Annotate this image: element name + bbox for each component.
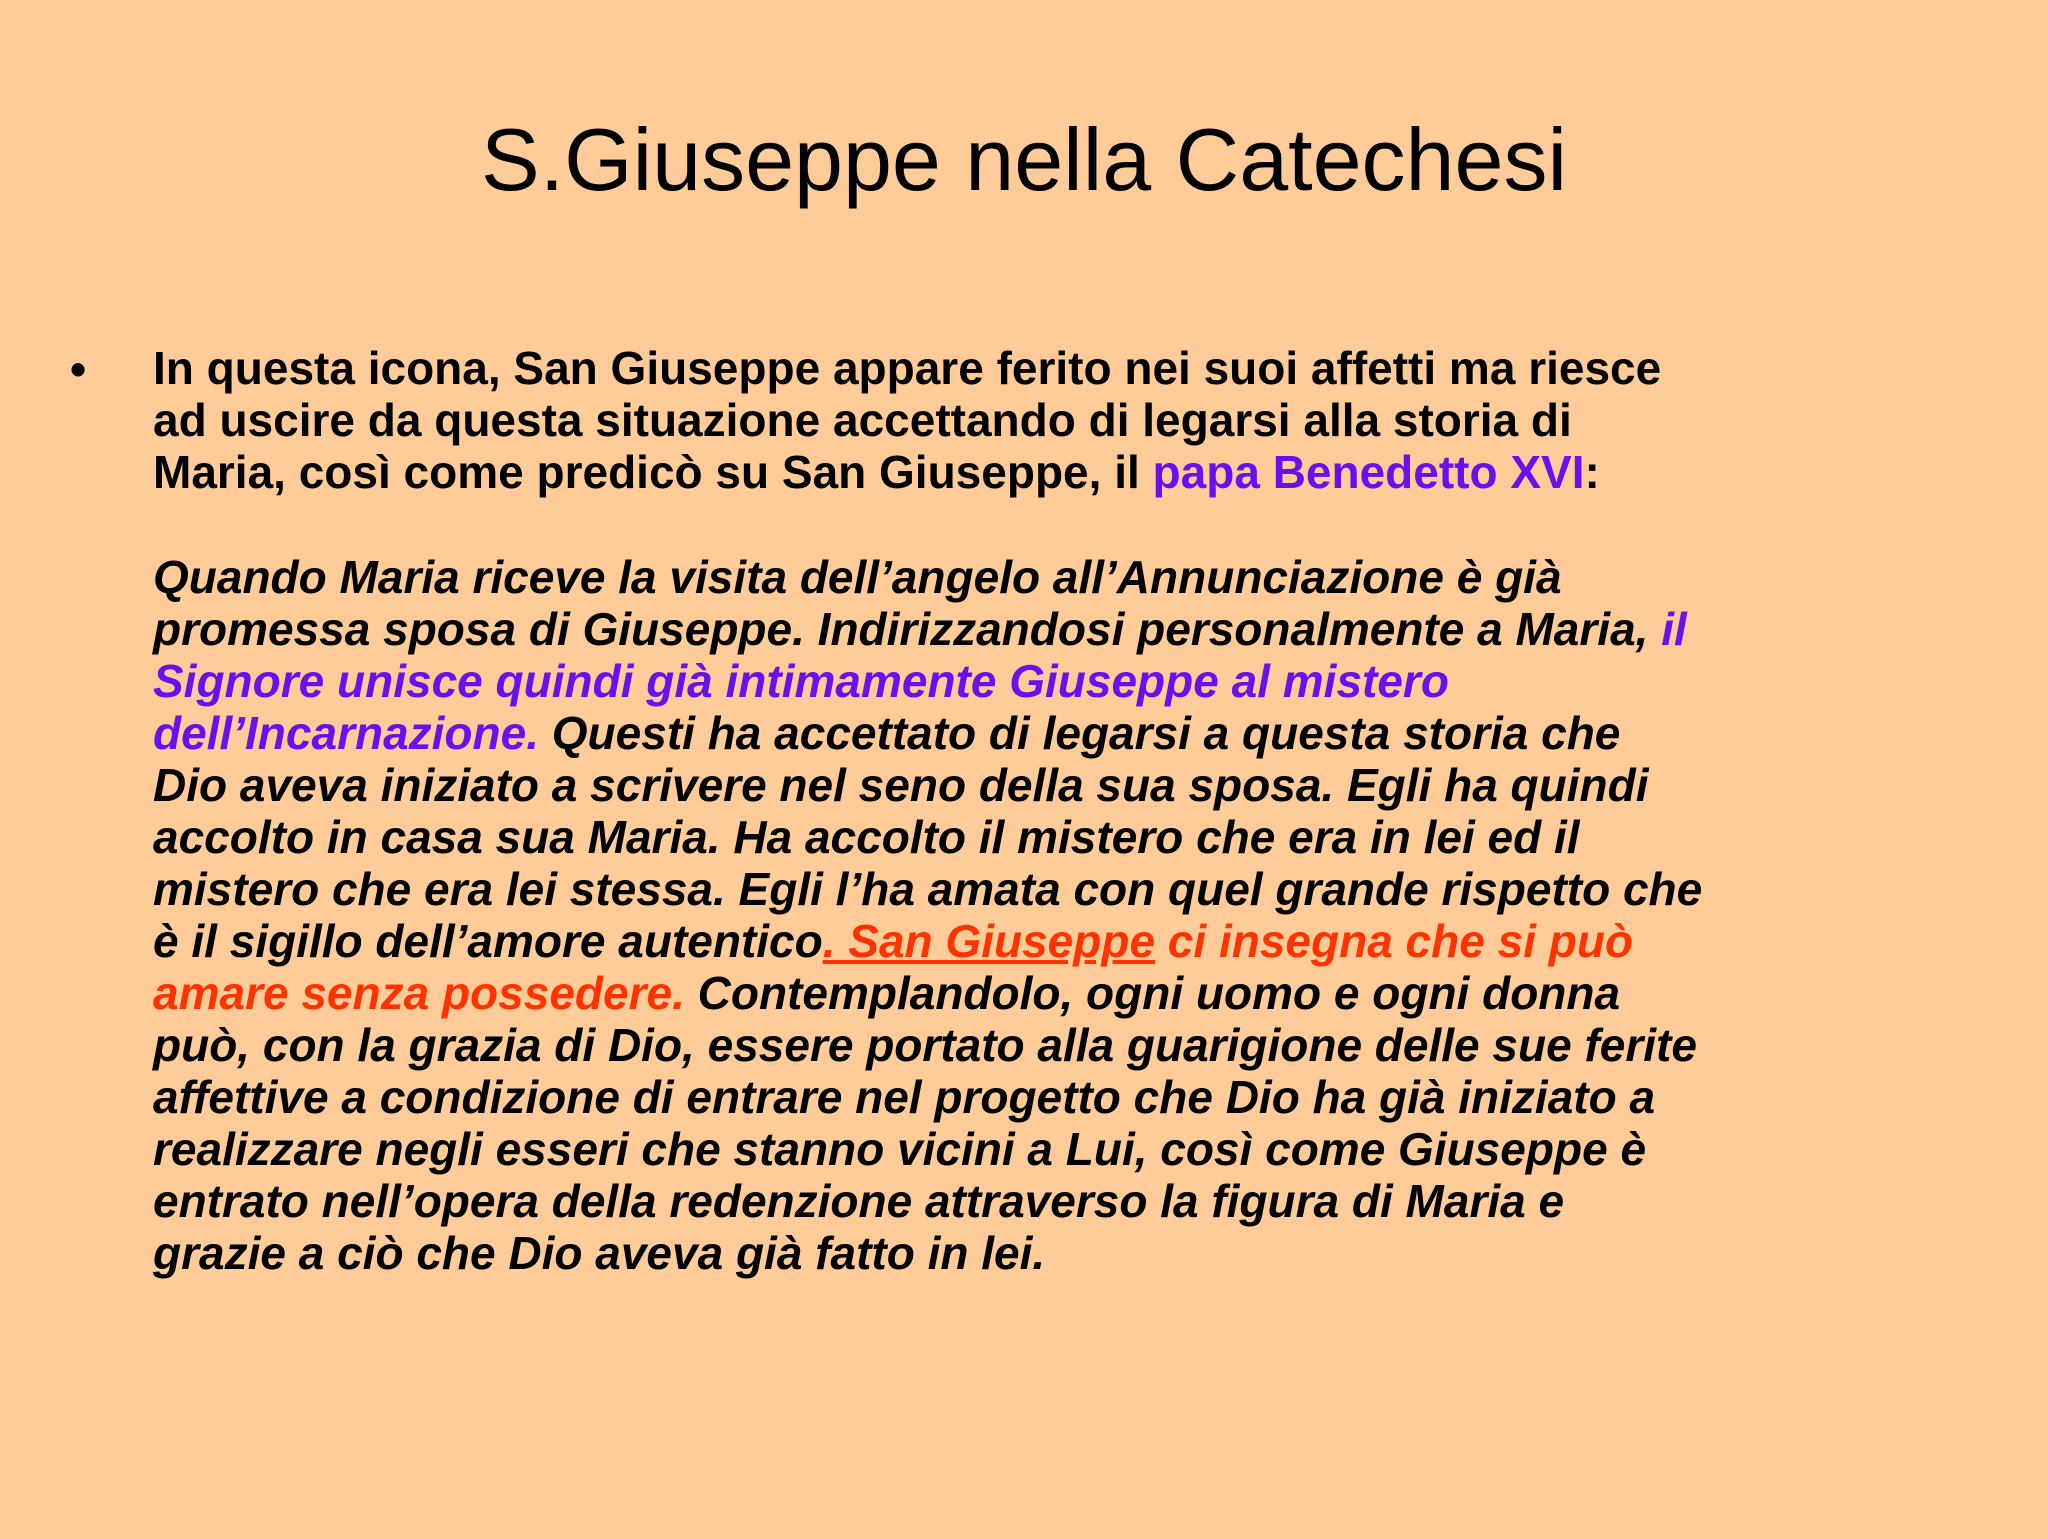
intro-line: In questa icona, San Giuseppe appare ferito nei suoi affetti ma riesce	[153, 342, 1662, 394]
quote-text: Questi ha accettato di legarsi a questa storia che	[539, 707, 1621, 759]
quote-line: affettive a condizione di entrare nel progetto che Dio ha già iniziato a	[153, 1071, 1656, 1123]
quote-line	[153, 707, 2003, 759]
quote-highlight-purple: il	[1661, 603, 1687, 655]
intro-colon: :	[1584, 446, 1600, 498]
san-giuseppe-link[interactable]: . San Giuseppe	[822, 915, 1156, 967]
intro-line	[153, 446, 2003, 498]
paragraph-gap	[153, 498, 2003, 551]
quote-highlight-red: amare senza possedere.	[153, 967, 685, 1019]
quote-highlight-purple: dell’Incarnazione.	[153, 707, 539, 759]
slide-title: S.Giuseppe nella Catechesi	[481, 110, 1567, 209]
quote-line	[153, 967, 2003, 1019]
quote-block	[153, 551, 2003, 1279]
quote-line: entrato nell’opera della redenzione attraverso la figura di Maria e	[153, 1175, 1565, 1227]
bullet-point: •	[70, 343, 87, 395]
intro-line: ad uscire da questa situazione accettando di legarsi alla storia di	[153, 394, 1572, 446]
quote-highlight-purple: Signore unisce quindi già intimamente Giuseppe al mistero	[153, 655, 1449, 707]
intro-text: Maria, così come predicò su San Giuseppe, il	[153, 446, 1153, 498]
pope-name-highlight: papa Benedetto XVI	[1152, 446, 1585, 498]
quote-line: grazie a ciò che Dio aveva già fatto in lei.	[153, 1227, 1046, 1279]
quote-text: Contemplandolo, ogni uomo e ogni donna	[684, 967, 1621, 1019]
quote-highlight-red: ci insegna che si può	[1155, 915, 1634, 967]
quote-text: promessa sposa di Giuseppe. Indirizzandosi personalmente a Maria,	[153, 603, 1662, 655]
quote-line: Dio aveva iniziato a scrivere nel seno della sua sposa. Egli ha quindi	[153, 759, 1649, 811]
quote-line: realizzare negli esseri che stanno vicini a Lui, così come Giuseppe è	[153, 1123, 1647, 1175]
quote-text: è il sigillo dell’amore autentico	[153, 915, 823, 967]
quote-line: accolto in casa sua Maria. Ha accolto il mistero che era in lei ed il	[153, 811, 1580, 863]
quote-line	[153, 603, 2003, 655]
quote-line	[153, 915, 2003, 967]
quote-line: Quando Maria riceve la visita dell’angelo all’Annunciazione è già	[153, 551, 1562, 603]
quote-line: mistero che era lei stessa. Egli l’ha amata con quel grande rispetto che	[153, 863, 1703, 915]
bullet-text	[153, 342, 2003, 1279]
quote-line: può, con la grazia di Dio, essere portato alla guarigione delle sue ferite	[153, 1019, 1697, 1071]
